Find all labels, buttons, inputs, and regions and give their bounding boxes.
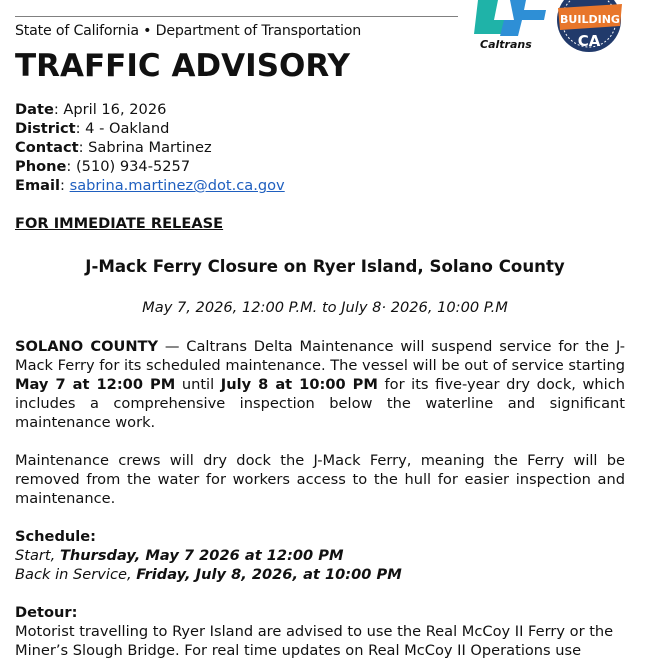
detour-heading: Detour: [15, 604, 78, 621]
meta-phone: Phone: (510) 934-5257 [15, 158, 191, 175]
agency-line: State of California • Department of Transportation [15, 23, 361, 39]
page-title: TRAFFIC ADVISORY [15, 48, 350, 84]
body-paragraph-1: SOLANO COUNTY — Caltrans Delta Maintenance will suspend service for the J-Mack Ferry for its scheduled maintenance. The vessel will be out of service starting May 7 at 12:00 PM until July 8 at 10:00 PM for its five-year dry dock, which includes a comprehensive inspection below the waterline and significant maintenance work. [15, 338, 626, 431]
caltrans-t-shape [500, 0, 546, 36]
caltrans-logo [474, 0, 546, 51]
email-link[interactable]: sabrina.martinez@dot.ca.gov [69, 177, 285, 194]
building-ca-seal-text: CA [577, 32, 601, 50]
meta-email: Email: sabrina.martinez@dot.ca.gov [15, 177, 285, 194]
headline: J-Mack Ferry Closure on Ryer Island, Solano County [85, 257, 565, 276]
date-range: May 7, 2026, 12:00 P.M. to July 8· 2026, 10:00 P.M [142, 299, 508, 316]
meta-date: Date: April 16, 2026 [15, 101, 167, 118]
release-label: FOR IMMEDIATE RELEASE [15, 215, 224, 232]
schedule-heading: Schedule: [15, 528, 97, 545]
building-ca-banner-text: BUILDING [560, 13, 620, 26]
detour-text: Motorist travelling to Ryer Island are advised to use the Real McCoy II Ferry or the Miner’s Slough Bridge. For real time updates on Real McCoy II Operations use [15, 623, 614, 659]
schedule-start: Start, Thursday, May 7 2026 at 12:00 PM [15, 547, 344, 564]
schedule-back-in-service: Back in Service, Friday, July 8, 2026, at 10:00 PM [15, 566, 402, 583]
contact-block [15, 100, 285, 195]
caltrans-wordmark: Caltrans [480, 38, 532, 51]
detour-section [15, 603, 625, 660]
schedule-section [15, 527, 402, 584]
meta-contact: Contact: Sabrina Martinez [15, 139, 212, 156]
logos [470, 0, 630, 56]
meta-district: District: 4 - Oakland [15, 120, 170, 137]
body-paragraph-2: Maintenance crews will dry dock the J-Mack Ferry, meaning the Ferry will be removed from the water for workers access to the hull for easier inspection and maintenance. [15, 452, 625, 507]
building-ca-logo [557, 0, 622, 52]
header-rule [15, 16, 458, 17]
